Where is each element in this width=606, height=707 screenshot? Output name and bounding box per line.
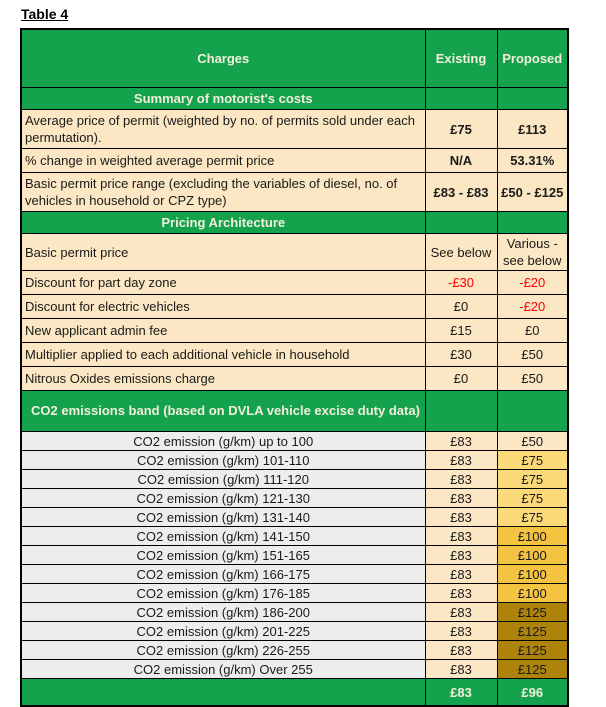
section-row (21, 88, 568, 110)
table-row (21, 622, 568, 641)
existing-value-cell: £83 (425, 432, 497, 451)
row-label-cell: CO2 emission (g/km) 186-200 (21, 603, 425, 622)
proposed-value-cell: -£20 (497, 271, 568, 295)
existing-value-cell: £83 (425, 508, 497, 527)
existing-value-cell: £83 (425, 451, 497, 470)
header-row (21, 29, 568, 88)
existing-value-cell: £15 (425, 319, 497, 343)
existing-value-cell: £83 (425, 565, 497, 584)
table-row (21, 432, 568, 451)
table-row (21, 234, 568, 271)
proposed-value-cell: £75 (497, 451, 568, 470)
row-label-cell: CO2 emission (g/km) 176-185 (21, 584, 425, 603)
existing-value-cell: £83 (425, 546, 497, 565)
proposed-value-cell: £96 (497, 679, 568, 707)
table-row (21, 110, 568, 149)
row-label-cell: CO2 emission (g/km) 121-130 (21, 489, 425, 508)
existing-value-cell: £83 (425, 679, 497, 707)
row-label-cell: CO2 emission (g/km) 101-110 (21, 451, 425, 470)
proposed-value-cell: £100 (497, 546, 568, 565)
table-row (21, 489, 568, 508)
table-row (21, 271, 568, 295)
column-header-proposed: Proposed (497, 29, 568, 88)
row-label-cell: Multiplier applied to each additional vehicle in household (21, 343, 425, 367)
section-blank-cell (425, 391, 497, 432)
column-header-existing: Existing (425, 29, 497, 88)
existing-value-cell: £0 (425, 367, 497, 391)
row-label-cell: % change in weighted average permit price (21, 149, 425, 173)
row-label-cell: New applicant admin fee (21, 319, 425, 343)
proposed-value-cell: £100 (497, 527, 568, 546)
table-row (21, 295, 568, 319)
section-blank-cell (425, 212, 497, 234)
proposed-value-cell: £113 (497, 110, 568, 149)
row-label-cell: Basic permit price range (excluding the variables of diesel, no. of vehicles in household or CPZ type) (21, 173, 425, 212)
existing-value-cell: £83 (425, 603, 497, 622)
table-row (21, 641, 568, 660)
existing-value-cell: £83 (425, 470, 497, 489)
proposed-value-cell: £75 (497, 489, 568, 508)
existing-value-cell: £83 (425, 622, 497, 641)
proposed-value-cell: £100 (497, 565, 568, 584)
table-row (21, 343, 568, 367)
existing-value-cell: See below (425, 234, 497, 271)
row-label-cell: Discount for electric vehicles (21, 295, 425, 319)
table-row (21, 451, 568, 470)
existing-value-cell: £83 (425, 660, 497, 679)
section-blank-cell (497, 212, 568, 234)
proposed-value-cell: £75 (497, 470, 568, 489)
table-row (21, 319, 568, 343)
existing-value-cell: -£30 (425, 271, 497, 295)
proposed-value-cell: £0 (497, 319, 568, 343)
row-label-cell: CO2 emission (g/km) 111-120 (21, 470, 425, 489)
proposed-value-cell: £50 (497, 432, 568, 451)
existing-value-cell: £83 - £83 (425, 173, 497, 212)
row-label-cell: Average price of permit (weighted by no. of permits sold under each permutation). (21, 110, 425, 149)
existing-value-cell: £83 (425, 527, 497, 546)
table-row (21, 470, 568, 489)
section-header-cell: Pricing Architecture (21, 212, 425, 234)
row-label-cell: Discount for part day zone (21, 271, 425, 295)
table-row (21, 565, 568, 584)
section-header-cell: CO2 emissions band (based on DVLA vehicle excise duty data) (21, 391, 425, 432)
proposed-value-cell: £50 (497, 343, 568, 367)
table-row (21, 603, 568, 622)
proposed-value-cell: £125 (497, 622, 568, 641)
footer-row (21, 679, 568, 707)
row-label-cell: Basic permit price (21, 234, 425, 271)
table-title: Table 4 (21, 6, 69, 22)
existing-value-cell: N/A (425, 149, 497, 173)
section-row (21, 391, 568, 432)
proposed-value-cell: £75 (497, 508, 568, 527)
proposed-value-cell: £50 - £125 (497, 173, 568, 212)
table-header (21, 29, 568, 88)
row-label-cell: CO2 emission (g/km) 141-150 (21, 527, 425, 546)
row-label-cell: CO2 emission (g/km) Over 255 (21, 660, 425, 679)
section-blank-cell (497, 391, 568, 432)
proposed-value-cell: £125 (497, 603, 568, 622)
proposed-value-cell: £125 (497, 641, 568, 660)
row-label-cell: CO2 emission (g/km) 166-175 (21, 565, 425, 584)
section-blank-cell (497, 88, 568, 110)
table-row (21, 660, 568, 679)
table-row (21, 546, 568, 565)
existing-value-cell: £0 (425, 295, 497, 319)
table-row (21, 527, 568, 546)
table-row (21, 584, 568, 603)
table-row (21, 367, 568, 391)
existing-value-cell: £83 (425, 641, 497, 660)
row-label-cell: Nitrous Oxides emissions charge (21, 367, 425, 391)
row-label-cell: CO2 emission (g/km) 151-165 (21, 546, 425, 565)
existing-value-cell: £83 (425, 584, 497, 603)
existing-value-cell: £30 (425, 343, 497, 367)
proposed-value-cell: Various - see below (497, 234, 568, 271)
proposed-value-cell: £50 (497, 367, 568, 391)
table-row (21, 173, 568, 212)
table-body (21, 88, 568, 707)
row-label-cell: CO2 emission (g/km) 131-140 (21, 508, 425, 527)
section-blank-cell (425, 88, 497, 110)
table-row (21, 149, 568, 173)
table-row (21, 508, 568, 527)
section-header-cell: Summary of motorist's costs (21, 88, 425, 110)
existing-value-cell: £83 (425, 489, 497, 508)
existing-value-cell: £75 (425, 110, 497, 149)
row-label-cell: CO2 emission (g/km) 226-255 (21, 641, 425, 660)
proposed-value-cell: £100 (497, 584, 568, 603)
row-label-cell (21, 679, 425, 707)
column-header-label: Charges (21, 29, 425, 88)
proposed-value-cell: £125 (497, 660, 568, 679)
proposed-value-cell: 53.31% (497, 149, 568, 173)
proposed-value-cell: -£20 (497, 295, 568, 319)
row-label-cell: CO2 emission (g/km) up to 100 (21, 432, 425, 451)
row-label-cell: CO2 emission (g/km) 201-225 (21, 622, 425, 641)
charges-table (20, 28, 569, 707)
section-row (21, 212, 568, 234)
